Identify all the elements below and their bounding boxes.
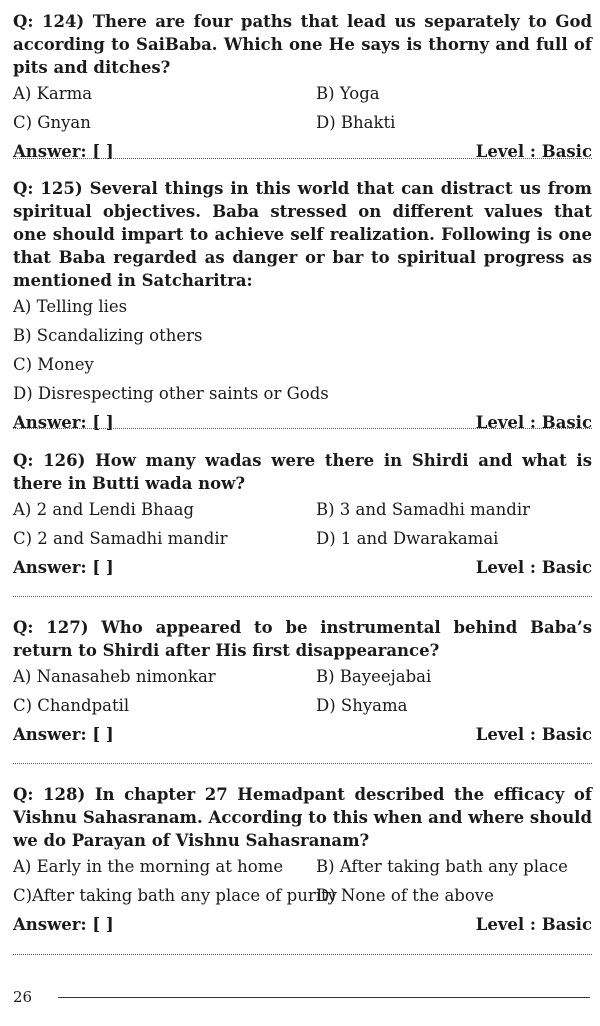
options-row: [13, 662, 592, 691]
dotted-separator: [13, 763, 592, 764]
page-footer: [13, 988, 592, 1006]
dotted-separator: [13, 954, 592, 955]
question-text: Q: 127) Who appeared to be instrumental behind Baba’s return to Shirdi after His first disappearance?: [13, 618, 592, 660]
options-row: [13, 495, 592, 524]
option-d: D) None of the above: [316, 886, 494, 905]
level-label: Level : Basic: [475, 413, 592, 432]
option-c: C) Gnyan: [13, 113, 91, 132]
options-row: [13, 691, 592, 720]
answer-row: [13, 553, 592, 582]
option-b: B) After taking bath any place: [316, 857, 568, 876]
options-row: [13, 852, 592, 881]
options-row: [13, 881, 592, 910]
footer-rule: [58, 997, 590, 998]
answer-row: [13, 137, 592, 166]
option-d: D) Shyama: [316, 696, 408, 715]
question-text: Q: 124) There are four paths that lead us separately to God according to SaiBaba. Which one He says is thorny and full of pits and ditches?: [13, 12, 592, 77]
option-c: C)After taking bath any place of purity: [13, 886, 337, 905]
answer-row: [13, 910, 592, 939]
level-label: Level : Basic: [475, 142, 592, 161]
page-number: 26: [13, 988, 33, 1006]
option-d: D) Bhakti: [316, 113, 396, 132]
option-d: D) 1 and Dwarakamai: [316, 529, 499, 548]
option-a: A) Telling lies: [13, 297, 128, 316]
option-b: B) Bayeejabai: [316, 667, 432, 686]
question-text: Q: 128) In chapter 27 Hemadpant described the efficacy of Vishnu Sahasranam. According to this when and where should we do Parayan of Vishnu Sahasranam?: [13, 785, 592, 850]
option-b: B) Scandalizing others: [13, 326, 203, 345]
question-text: Q: 125) Several things in this world that can distract us from spiritual objectives. Baba stressed on different values that one should impart to achieve self realization. Following is one that Baba regarded as danger or bar to spiritual progress as mentioned in Satcharitra:: [13, 179, 592, 290]
option-d: D) Disrespecting other saints or Gods: [13, 384, 329, 403]
question-124: [13, 10, 592, 166]
option-a: A) 2 and Lendi Bhaag: [13, 500, 195, 519]
answer-row: [13, 720, 592, 749]
level-label: Level : Basic: [475, 725, 592, 744]
level-label: Level : Basic: [475, 558, 592, 577]
question-126: [13, 449, 592, 582]
answer-blank: Answer: [ ]: [13, 725, 114, 744]
question-text: Q: 126) How many wadas were there in Shirdi and what is there in Butti wada now?: [13, 451, 592, 493]
dotted-separator: [13, 158, 592, 159]
option-b: B) Yoga: [316, 84, 380, 103]
answer-blank: Answer: [ ]: [13, 915, 114, 934]
options-row: [13, 524, 592, 553]
options-row: [13, 108, 592, 137]
dotted-separator: [13, 428, 592, 429]
dotted-separator: [13, 596, 592, 597]
question-127: [13, 616, 592, 749]
option-c: C) Chandpatil: [13, 696, 130, 715]
answer-blank: Answer: [ ]: [13, 413, 114, 432]
level-label: Level : Basic: [475, 915, 592, 934]
option-b: B) 3 and Samadhi mandir: [316, 500, 530, 519]
answer-blank: Answer: [ ]: [13, 142, 114, 161]
options-row: [13, 79, 592, 108]
option-a: A) Nanasaheb nimonkar: [13, 667, 216, 686]
option-c: C) Money: [13, 355, 94, 374]
question-128: [13, 783, 592, 939]
option-a: A) Early in the morning at home: [13, 857, 284, 876]
option-c: C) 2 and Samadhi mandir: [13, 529, 228, 548]
answer-blank: Answer: [ ]: [13, 558, 114, 577]
option-a: A) Karma: [13, 84, 93, 103]
question-125: [13, 177, 592, 437]
answer-row: [13, 408, 592, 437]
